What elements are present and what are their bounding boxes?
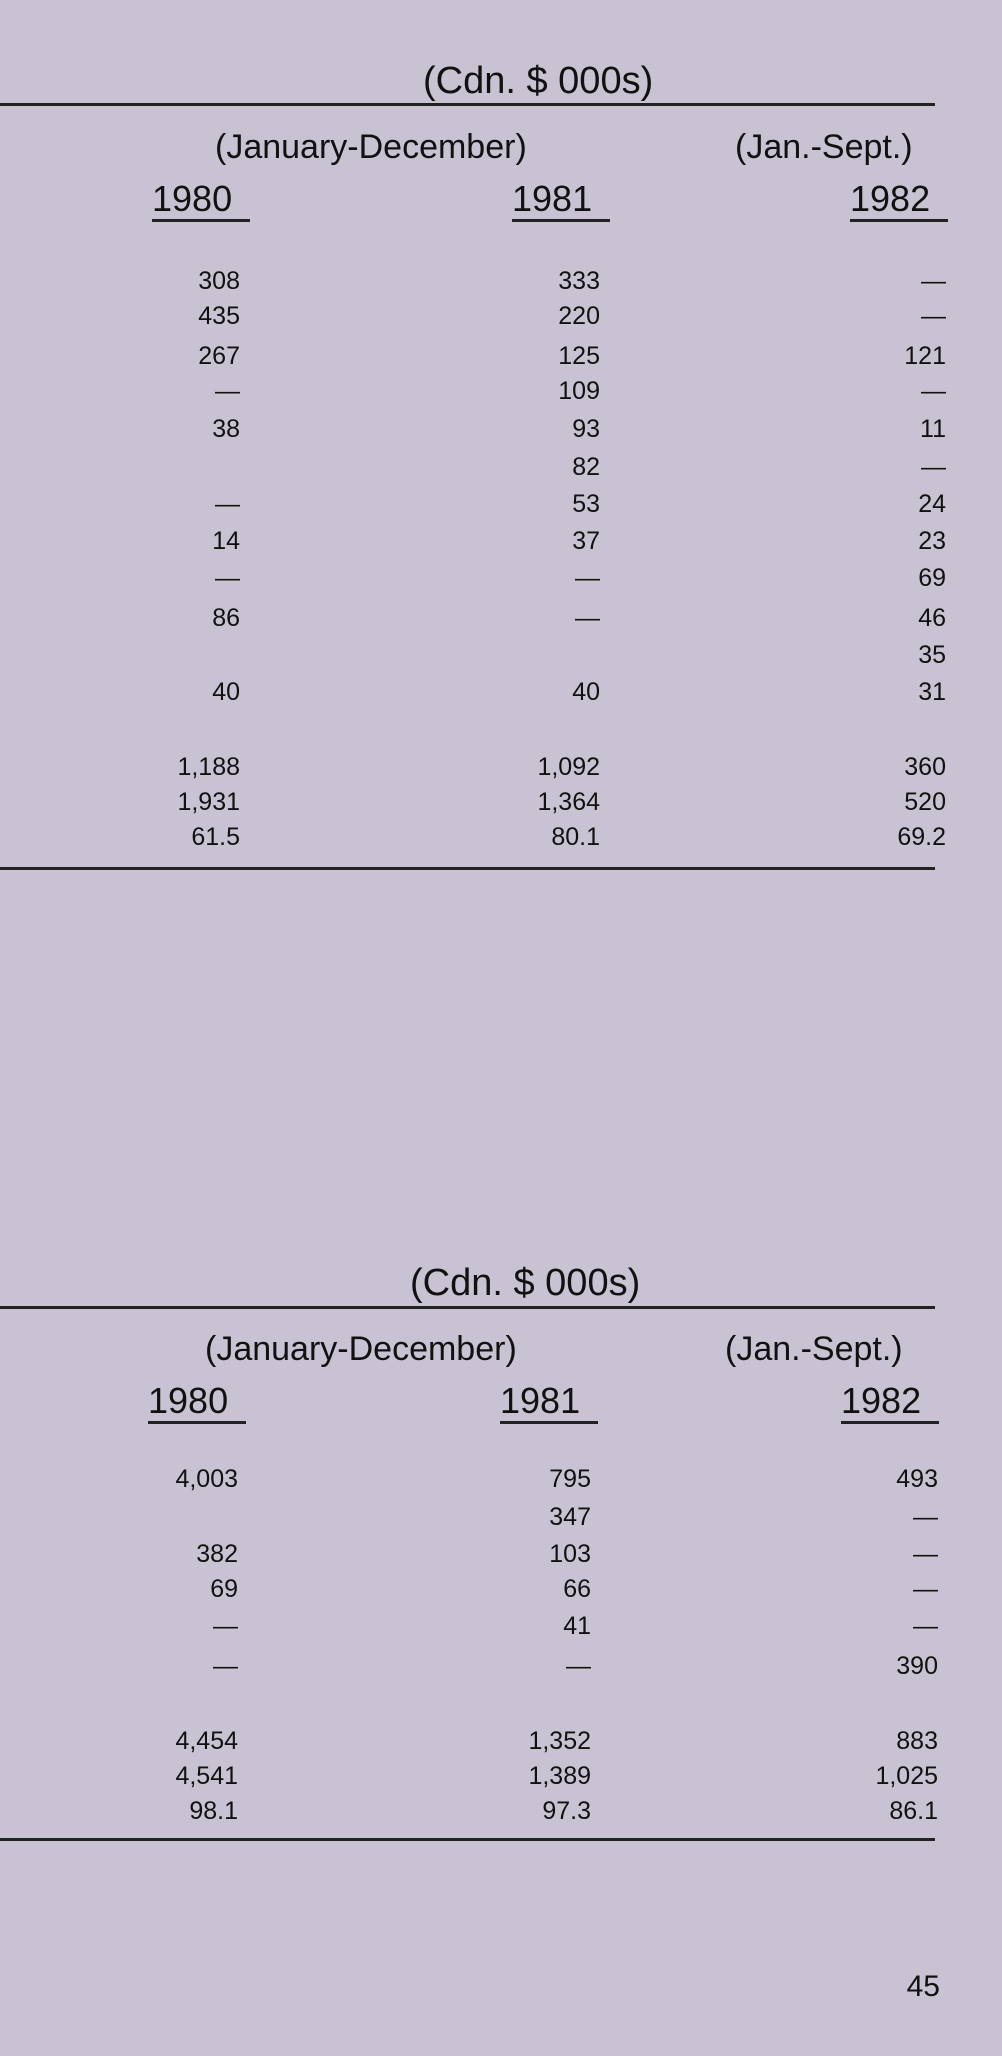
table-cell: 1,931 bbox=[177, 788, 240, 816]
table-cell: 220 bbox=[558, 302, 600, 330]
table-cell: 82 bbox=[572, 453, 600, 481]
table-cell: — bbox=[575, 564, 600, 592]
table-cell: 86 bbox=[212, 604, 240, 632]
table-cell: 11 bbox=[920, 415, 946, 443]
table-cell: 93 bbox=[572, 415, 600, 443]
table1-year-1982: 1982 bbox=[850, 178, 931, 219]
table-cell: 69.2 bbox=[897, 823, 946, 851]
table2-period-label-main: (January-December) bbox=[205, 1330, 517, 1368]
table-cell: 382 bbox=[196, 1540, 238, 1568]
table-cell: — bbox=[913, 1612, 938, 1640]
table-cell: 390 bbox=[896, 1652, 938, 1680]
table-cell: — bbox=[921, 267, 946, 295]
table-cell: 360 bbox=[904, 753, 946, 781]
table-cell: — bbox=[921, 302, 946, 330]
table-cell: 46 bbox=[918, 604, 946, 632]
table-cell: 37 bbox=[572, 527, 600, 555]
table1-period-label-partial: (Jan.-Sept.) bbox=[735, 128, 913, 166]
table2-column-1981 bbox=[471, 0, 591, 1900]
table2-column-1982 bbox=[818, 0, 938, 1900]
table-cell: 38 bbox=[212, 415, 240, 443]
table-cell: 125 bbox=[558, 342, 600, 370]
table-cell: 520 bbox=[904, 788, 946, 816]
table-cell: — bbox=[215, 377, 240, 405]
table-cell: 97.3 bbox=[542, 1797, 591, 1825]
table-cell: 1,364 bbox=[537, 788, 600, 816]
table-cell: 86.1 bbox=[889, 1797, 938, 1825]
table-cell: 31 bbox=[918, 678, 946, 706]
table-cell: 1,389 bbox=[528, 1762, 591, 1790]
table1-units: (Cdn. $ 000s) bbox=[423, 60, 654, 102]
table-cell: — bbox=[921, 453, 946, 481]
table2-column-1980 bbox=[118, 0, 238, 1900]
table-cell: 1,188 bbox=[177, 753, 240, 781]
table-cell: — bbox=[566, 1652, 591, 1680]
table-cell: — bbox=[575, 604, 600, 632]
table-cell: 121 bbox=[904, 342, 946, 370]
table-cell: 1,352 bbox=[528, 1727, 591, 1755]
table2-bottom-rule bbox=[0, 1838, 935, 1841]
table-cell: — bbox=[213, 1652, 238, 1680]
table-cell: 23 bbox=[918, 527, 946, 555]
table-cell: 66 bbox=[563, 1575, 591, 1603]
table-cell: 267 bbox=[198, 342, 240, 370]
table2-year-1980: 1980 bbox=[148, 1380, 229, 1421]
table-cell: 4,003 bbox=[175, 1465, 238, 1493]
table-cell: 40 bbox=[212, 678, 240, 706]
table-cell: — bbox=[913, 1575, 938, 1603]
table-cell: — bbox=[921, 377, 946, 405]
table-cell: 103 bbox=[549, 1540, 591, 1568]
table-cell: 14 bbox=[212, 527, 240, 555]
table2-year-1981: 1981 bbox=[500, 1380, 581, 1421]
table-cell: — bbox=[215, 564, 240, 592]
table-cell: 1,025 bbox=[875, 1762, 938, 1790]
table-cell: 24 bbox=[918, 490, 946, 518]
table-cell: 883 bbox=[896, 1727, 938, 1755]
table-cell: 435 bbox=[198, 302, 240, 330]
table2-period-label-partial: (Jan.-Sept.) bbox=[725, 1330, 903, 1368]
table-cell: 53 bbox=[572, 490, 600, 518]
table-cell: 795 bbox=[549, 1465, 591, 1493]
page-number: 45 bbox=[906, 1970, 940, 2003]
table1-year-1981: 1981 bbox=[512, 178, 593, 219]
table-cell: 98.1 bbox=[189, 1797, 238, 1825]
table1-year-1980: 1980 bbox=[152, 178, 233, 219]
table-cell: 4,454 bbox=[175, 1727, 238, 1755]
table-cell: 80.1 bbox=[551, 823, 600, 851]
table-cell: 308 bbox=[198, 267, 240, 295]
table-cell: 69 bbox=[918, 564, 946, 592]
table-cell: 69 bbox=[210, 1575, 238, 1603]
table-cell: 347 bbox=[549, 1503, 591, 1531]
table2-year-1982: 1982 bbox=[841, 1380, 922, 1421]
table-cell: 41 bbox=[563, 1612, 591, 1640]
table-cell: 61.5 bbox=[191, 823, 240, 851]
table1-period-label-main: (January-December) bbox=[215, 128, 527, 166]
table-cell: — bbox=[215, 490, 240, 518]
table-cell: — bbox=[213, 1612, 238, 1640]
table-cell: 109 bbox=[558, 377, 600, 405]
table-cell: 333 bbox=[558, 267, 600, 295]
table-cell: 35 bbox=[918, 641, 946, 669]
table-cell: 493 bbox=[896, 1465, 938, 1493]
table-cell: — bbox=[913, 1503, 938, 1531]
table-cell: 40 bbox=[572, 678, 600, 706]
table-cell: — bbox=[913, 1540, 938, 1568]
table-cell: 4,541 bbox=[175, 1762, 238, 1790]
table2-units: (Cdn. $ 000s) bbox=[410, 1262, 641, 1304]
table-cell: 1,092 bbox=[537, 753, 600, 781]
